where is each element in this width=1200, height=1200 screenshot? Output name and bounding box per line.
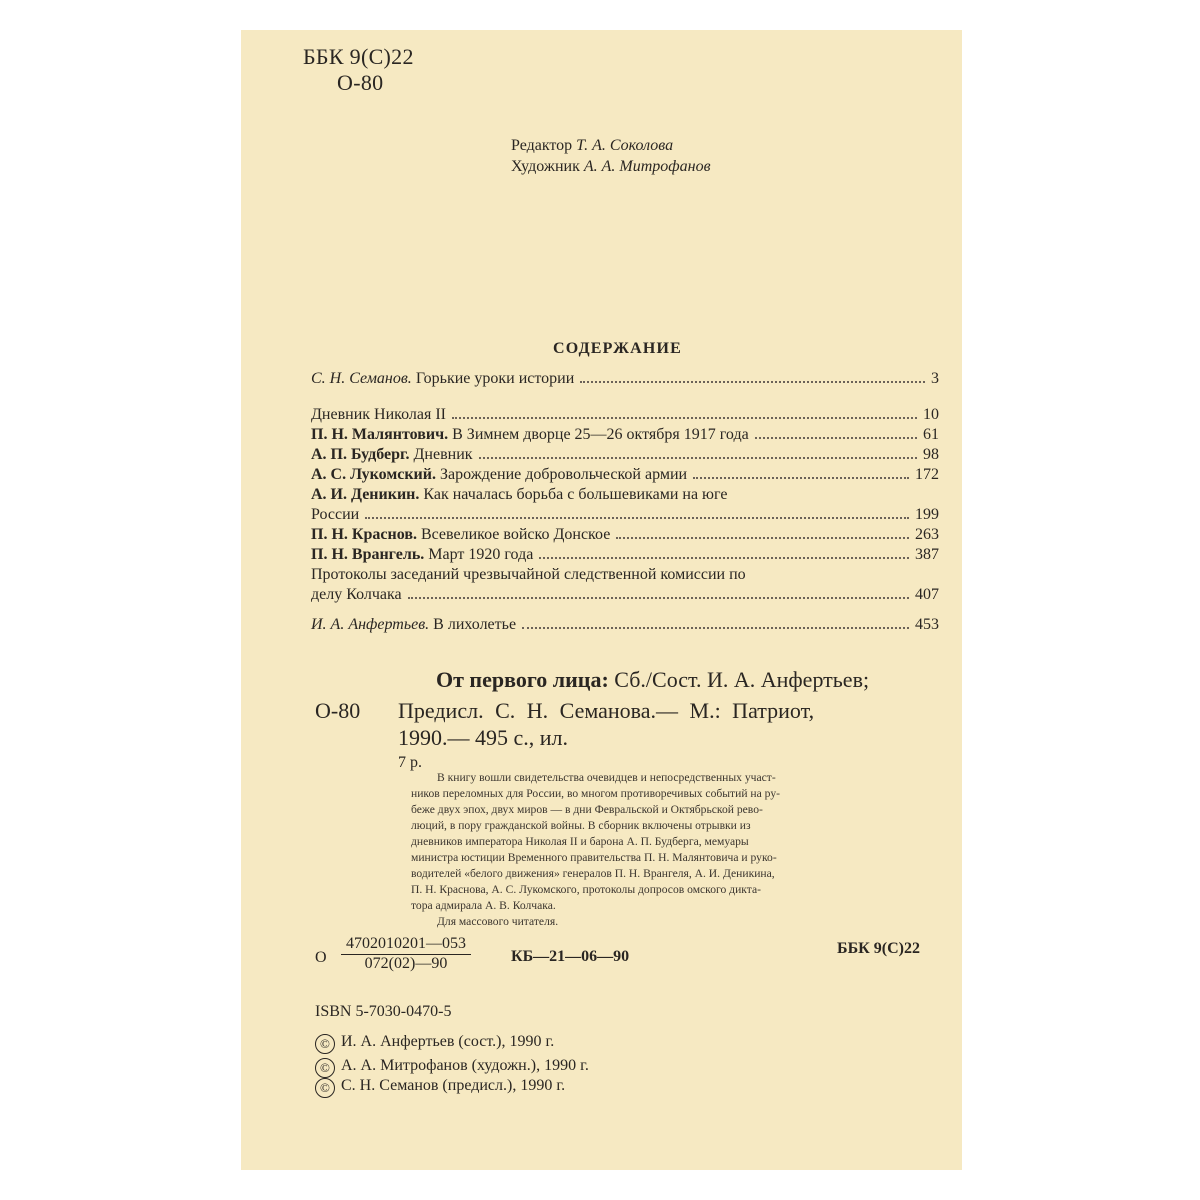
leader-dots <box>616 537 909 539</box>
copyright-icon: © <box>315 1058 335 1078</box>
classification-numerator: 4702010201—053 <box>341 935 471 955</box>
annotation-line: тора адмирала А. В. Колчака. <box>411 899 556 912</box>
annotation-line: беже двух эпох, двух миров — в дни Февральской и Октябрьской рево- <box>411 803 763 816</box>
classification-fraction <box>341 935 471 973</box>
toc-entry-title: России <box>311 506 360 523</box>
toc-entry <box>311 444 939 464</box>
copyright-text: И. А. Анфертьев (сост.), 1990 г. <box>341 1033 555 1050</box>
toc-page-number: 199 <box>915 506 939 523</box>
artist-role: Художник <box>511 158 580 175</box>
toc-entry <box>311 368 939 388</box>
toc-author: П. Н. Врангель. <box>311 546 425 563</box>
toc-entry <box>311 524 939 544</box>
bib-line-2: Предисл. С. Н. Семанова.— М.: Патриот, <box>398 698 815 723</box>
copyright-icon: © <box>315 1078 335 1098</box>
toc-entry <box>311 614 939 634</box>
toc-entry-continuation <box>311 504 939 524</box>
toc-author: А. И. Деникин. <box>311 486 420 503</box>
classification-denominator: 072(02)—90 <box>364 955 448 972</box>
toc-entry-title: Зарождение добровольческой армии <box>440 466 688 483</box>
copyright-line <box>315 1033 554 1054</box>
toc-entry <box>311 424 939 444</box>
toc-entry-title: Дневник <box>413 446 473 463</box>
toc-entry-continuation <box>311 584 939 604</box>
bbk-code: ББК 9(С)22 <box>303 44 414 69</box>
editor-credit <box>511 137 673 155</box>
bib-price: 7 р. <box>398 754 422 771</box>
annotation-line: П. Н. Краснова, А. С. Лукомского, протоколы допросов омского дикта- <box>411 883 761 896</box>
toc-entry-title: делу Колчака <box>311 586 402 603</box>
toc-page-number: 3 <box>931 370 939 387</box>
classification-kb: КБ—21—06—90 <box>511 948 630 965</box>
toc-entry-title: Всевеликое войско Донское <box>420 526 611 543</box>
toc-page-number: 387 <box>915 546 939 563</box>
toc-page-number: 61 <box>923 426 939 443</box>
toc-entry-title: В Зимнем дворце 25—26 октября 1917 года <box>452 426 749 443</box>
copyright-text: А. А. Митрофанов (художн.), 1990 г. <box>341 1057 589 1074</box>
leader-dots <box>539 557 909 559</box>
toc-entry-title: Горькие уроки истории <box>415 370 575 387</box>
annotation-line: водителей «белого движения» генералов П. Н. Врангеля, А. И. Деникина, <box>411 867 775 880</box>
annotation-line: министра юстиции Временного правительства П. Н. Малянтовича и руко- <box>411 851 777 864</box>
bib-line-3: 1990.— 495 с., ил. <box>398 725 569 750</box>
book-page <box>241 30 962 1170</box>
copyright-line <box>315 1057 589 1078</box>
leader-dots <box>755 437 917 439</box>
toc-page-number: 10 <box>923 406 939 423</box>
toc-entry <box>311 464 939 484</box>
isbn: ISBN 5-7030-0470-5 <box>315 1003 452 1020</box>
toc-page-number: 172 <box>915 466 939 483</box>
toc-entry-title: Как началась борьба с большевиками на юге <box>423 486 728 503</box>
editor-role: Редактор <box>511 137 573 154</box>
copyright-icon: © <box>315 1034 335 1054</box>
bib-line-1 <box>436 667 869 693</box>
toc-author: С. Н. Семанов. <box>311 370 412 387</box>
artist-name: А. А. Митрофанов <box>583 158 711 175</box>
classification-bbk: ББК 9(С)22 <box>837 940 920 957</box>
annotation-audience: Для массового читателя. <box>437 915 559 928</box>
toc-author: П. Н. Малянтович. <box>311 426 449 443</box>
annotation-line: ников переломных для России, во многом противоречивых событий на ру- <box>411 787 780 800</box>
toc-page-number: 453 <box>915 616 939 633</box>
copyright-text: С. Н. Семанов (предисл.), 1990 г. <box>341 1077 566 1094</box>
leader-dots <box>408 597 909 599</box>
leader-dots <box>452 417 917 419</box>
bib-compiler: Сб./Сост. И. А. Анфертьев; <box>614 667 870 692</box>
toc-author: А. С. Лукомский. <box>311 466 436 483</box>
toc-title: СОДЕРЖАНИЕ <box>553 340 683 357</box>
leader-dots <box>580 381 925 383</box>
toc-entry-title: Протоколы заседаний чрезвычайной следственной комиссии по <box>311 566 746 583</box>
toc-entry-title: Дневник Николая II <box>311 406 446 423</box>
leader-dots <box>479 457 917 459</box>
annotation-line: В книгу вошли свидетельства очевидцев и непосредственных участ- <box>437 771 776 784</box>
author-mark: О-80 <box>337 70 384 95</box>
toc-entry <box>311 544 939 564</box>
toc-page-number: 263 <box>915 526 939 543</box>
toc-page-number: 407 <box>915 586 939 603</box>
leader-dots <box>693 477 909 479</box>
classification-prefix: О <box>315 949 327 966</box>
copyright-line <box>315 1077 565 1098</box>
annotation-line: дневников императора Николая II и барона А. П. Будберга, мемуары <box>411 835 749 848</box>
bib-title: От первого лица: <box>436 667 609 692</box>
toc-entry <box>311 404 939 424</box>
editor-name: Т. А. Соколова <box>576 137 674 154</box>
annotation-line: люций, в пору гражданской войны. В сборник включены отрывки из <box>411 819 751 832</box>
artist-credit <box>511 158 711 176</box>
toc-entry-title: В лихолетье <box>433 616 517 633</box>
leader-dots <box>522 627 909 629</box>
leader-dots <box>365 517 909 519</box>
toc-page-number: 98 <box>923 446 939 463</box>
toc-author: А. П. Будберг. <box>311 446 410 463</box>
annotation <box>411 770 941 930</box>
toc-entry <box>311 564 939 584</box>
toc-author: П. Н. Краснов. <box>311 526 417 543</box>
toc-entry-title: Март 1920 года <box>428 546 534 563</box>
toc-author: И. А. Анфертьев. <box>311 616 430 633</box>
bib-code: О-80 <box>315 698 361 723</box>
toc-entry <box>311 484 939 504</box>
